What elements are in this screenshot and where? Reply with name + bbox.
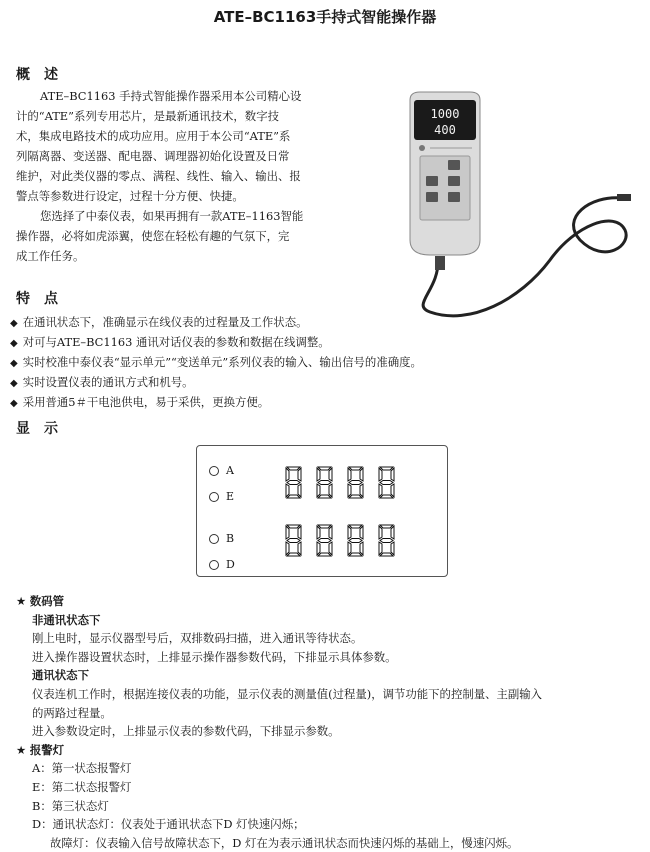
star-icon: ★ <box>16 594 27 608</box>
led-label: D <box>226 558 235 571</box>
segment <box>380 525 393 528</box>
led-label: A <box>226 464 234 477</box>
segment <box>379 484 382 497</box>
segment <box>329 468 332 481</box>
segment <box>348 484 351 497</box>
segment <box>379 542 382 555</box>
seven-segment-digit <box>283 466 304 499</box>
text-line: 您选择了中泰仪表，如果再拥有一款ATE–1163智能 <box>40 209 304 223</box>
segment <box>287 553 300 556</box>
segment <box>348 542 351 555</box>
segment <box>360 484 363 497</box>
segment <box>318 539 331 543</box>
segment <box>391 484 394 497</box>
segment <box>286 484 289 497</box>
led-circle-icon <box>209 560 219 570</box>
segment <box>318 467 331 470</box>
segment <box>348 468 351 481</box>
seven-segment-digit <box>376 524 397 557</box>
segment <box>391 542 394 555</box>
segment <box>286 542 289 555</box>
segment <box>298 468 301 481</box>
overview-heading: 概 述 <box>16 67 58 83</box>
segment <box>317 484 320 497</box>
list-item: ◆ 在通讯状态下，准确显示在线仪表的过程量及工作状态。 <box>10 313 570 333</box>
device-plug <box>435 256 445 270</box>
cable-connector <box>617 194 631 201</box>
text-line: 术，集成电路技术的成功应用。应用于本公司“ATE”系 <box>16 129 291 143</box>
segment <box>380 467 393 470</box>
led-e <box>209 490 234 503</box>
list-item: ◆ 实时校准中泰仪表“显示单元”“变送单元”系列仪表的输入、输出信号的准确度。 <box>10 353 570 373</box>
segment <box>329 542 332 555</box>
segment <box>286 526 289 539</box>
segment <box>379 468 382 481</box>
segment <box>349 553 362 556</box>
bottom-seven-segment-row <box>283 524 397 557</box>
handheld-device-illustration <box>400 90 640 320</box>
segment <box>349 495 362 498</box>
tube-title: 数码管 <box>29 594 65 608</box>
seven-segment-digit <box>345 466 366 499</box>
features-list <box>10 313 570 413</box>
segment <box>379 526 382 539</box>
segment <box>287 539 300 543</box>
segment <box>348 526 351 539</box>
text-line: 警点等参数进行设定，过程十分方便、快捷。 <box>16 189 244 203</box>
segment <box>318 481 331 485</box>
segment <box>329 526 332 539</box>
segment <box>298 484 301 497</box>
segment <box>287 467 300 470</box>
led-d <box>209 558 235 571</box>
description-section <box>16 592 646 852</box>
text-line: B：第三状态灯 <box>32 798 109 813</box>
text-line: 成工作任务。 <box>16 249 85 263</box>
text-line: 刚上电时，显示仪器型号后，双排数码扫描，进入通讯等待状态。 <box>32 631 363 646</box>
segment <box>298 526 301 539</box>
segment <box>317 526 320 539</box>
page-title: ATE–BC1163手持式智能操作器 <box>213 8 437 26</box>
seven-segment-digit <box>376 466 397 499</box>
star-icon: ★ <box>16 742 27 757</box>
segment <box>380 495 393 498</box>
text-line: A：第一状态报警灯 <box>32 761 132 776</box>
text-line: D：通讯状态灯：仪表处于通讯状态下D 灯快速闪烁； <box>32 817 305 832</box>
segment <box>380 553 393 556</box>
top-seven-segment-row <box>283 466 397 499</box>
led-b <box>209 532 234 545</box>
segment <box>318 525 331 528</box>
keypad-area <box>420 156 470 220</box>
segment <box>380 539 393 543</box>
seven-segment-digit <box>283 524 304 557</box>
alarm-title: 报警灯 <box>29 742 65 757</box>
seven-segment-digit <box>314 466 335 499</box>
list-item: ◆ 实时设置仪表的通讯方式和机号。 <box>10 373 570 393</box>
segment <box>318 495 331 498</box>
text-line: 的两路过程量。 <box>32 705 112 720</box>
text-line: E：第二状态报警灯 <box>32 779 132 794</box>
seven-segment-digit <box>314 524 335 557</box>
segment <box>318 553 331 556</box>
led-circle-icon <box>209 466 219 476</box>
text-line: ATE–BC1163 手持式智能操作器采用本公司精心设 <box>40 89 302 103</box>
segment <box>298 542 301 555</box>
segment <box>286 468 289 481</box>
led-label: B <box>226 532 235 545</box>
text-line: 列隔离器、变送器、配电器、调理器初始化设置及日常 <box>16 149 290 163</box>
segment <box>391 468 394 481</box>
segment <box>349 467 362 470</box>
text-line: 仪表连机工作时，根据连接仪表的功能，显示仪表的测量值(过程量)，调节功能下的控制量、主副输入 <box>32 686 543 701</box>
text-line: 进入参数设定时，上排显示仪表的参数代码，下排显示参数。 <box>32 724 340 739</box>
segment <box>287 495 300 498</box>
segment <box>317 468 320 481</box>
segment <box>391 526 394 539</box>
segment <box>360 542 363 555</box>
list-item: ◆ 对可与ATE–BC1163 通讯对话仪表的参数和数据在线调整。 <box>10 333 570 353</box>
list-item: ◆ 采用普通5＃干电池供电，易于采供，更换方便。 <box>10 393 570 413</box>
text-line: 进入操作器设置状态时，上排显示操作器参数代码，下排显示具体参数。 <box>32 649 397 664</box>
segment <box>360 526 363 539</box>
seven-segment-digit <box>345 524 366 557</box>
led-a <box>209 464 234 477</box>
segment <box>349 539 362 543</box>
segment <box>287 525 300 528</box>
segment <box>360 468 363 481</box>
display-heading: 显 示 <box>16 421 58 437</box>
comm-title: 通讯状态下 <box>32 668 89 683</box>
display-panel-diagram <box>196 445 448 577</box>
segment <box>329 484 332 497</box>
text-line: 维护，对此类仪器的零点、满程、线性、输入、输出、报 <box>16 169 301 183</box>
non-comm-title: 非通讯状态下 <box>32 612 101 627</box>
led-label: E <box>226 490 235 503</box>
text-line: 计的“ATE”系列专用芯片，是最新通讯技术，数字技 <box>16 109 279 123</box>
display-bottom-value: 400 <box>434 123 456 137</box>
features-heading: 特 点 <box>16 291 58 307</box>
segment <box>349 481 362 485</box>
segment <box>287 481 300 485</box>
led-circle-icon <box>209 492 219 502</box>
text-line: 操作器，必将如虎添翼，使您在轻松有趣的气氛下，完 <box>16 229 290 243</box>
brand-logo-icon <box>419 145 425 151</box>
led-circle-icon <box>209 534 219 544</box>
display-top-value: 1000 <box>430 107 460 121</box>
text-line: 故障灯：仪表输入信号故障状态下，D 灯在为表示通讯状态而快速闪烁的基础上，慢速闪烁。 <box>50 835 519 850</box>
overview-paragraph-1 <box>16 86 396 266</box>
segment <box>317 542 320 555</box>
segment <box>349 525 362 528</box>
segment <box>380 481 393 485</box>
